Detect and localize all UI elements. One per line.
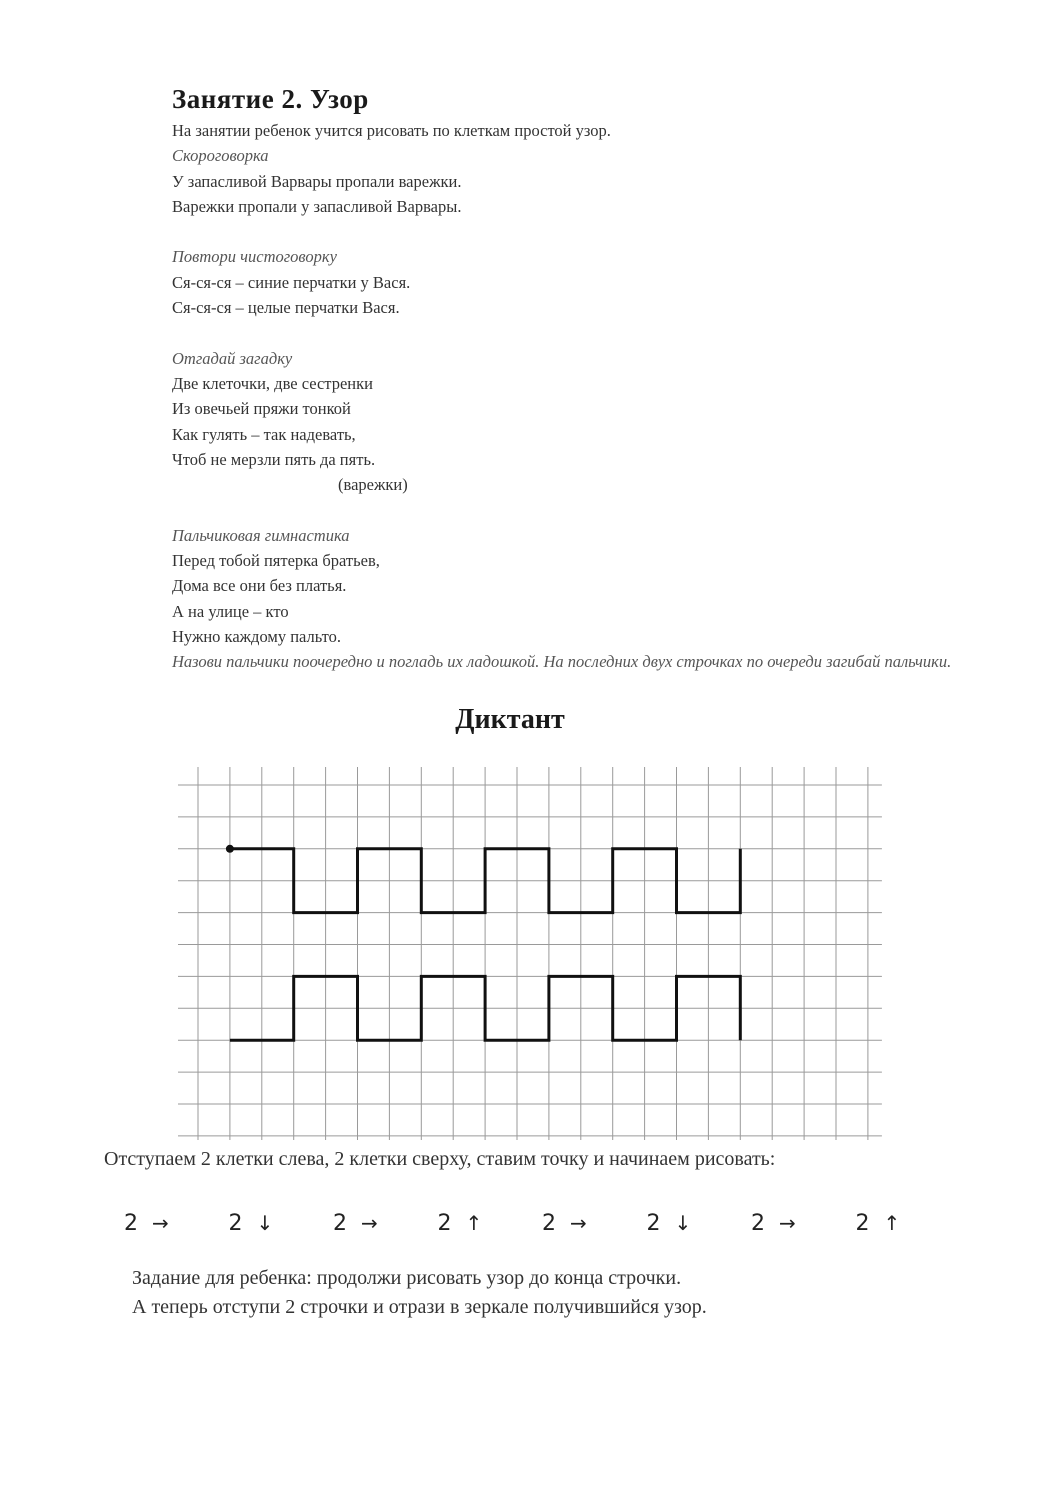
- step-down: [229, 1205, 274, 1241]
- step-up: [856, 1205, 901, 1241]
- grid-lines: [178, 767, 882, 1140]
- block-heading: Повтори чистоговорку: [172, 247, 337, 267]
- step-up: [438, 1205, 483, 1241]
- step-right: [124, 1205, 169, 1241]
- step-count: 2: [124, 1210, 138, 1236]
- start-point-dot: [226, 845, 234, 853]
- arrow-up-icon: ↑: [465, 1211, 483, 1235]
- step-count: 2: [228, 1210, 243, 1236]
- verse-line: У запасливой Варвары пропали варежки.: [172, 171, 462, 191]
- intro-line: На занятии ребенок учится рисовать по клеткам простой узор.: [172, 121, 611, 140]
- dictation-title: Диктант: [455, 704, 565, 735]
- step-count: 2: [751, 1210, 765, 1236]
- step-right: [751, 1205, 796, 1241]
- verse-line: Перед тобой пятерка братьев,: [172, 551, 380, 571]
- step-count: 2: [437, 1210, 452, 1236]
- verse-line: Чтоб не мерзли пять да пять.: [172, 449, 376, 469]
- block-heading: Скороговорка: [172, 146, 269, 166]
- task-line: Задание для ребенка: продолжи рисовать узор до конца строчки.: [132, 1267, 682, 1289]
- verse-line: Две клеточки, две сестренки: [172, 373, 373, 393]
- step-count: 2: [333, 1210, 347, 1236]
- task-line: А теперь отступи 2 строчки и отрази в зеркале получившийся узор.: [132, 1296, 707, 1318]
- arrow-right-icon: →: [152, 1211, 169, 1235]
- step-sequence: [0, 1205, 1050, 1245]
- arrow-down-icon: ↓: [674, 1211, 692, 1235]
- step-count: 2: [542, 1210, 556, 1236]
- block-heading: Пальчиковая гимнастика: [172, 525, 350, 545]
- step-instruction: Отступаем 2 клетки слева, 2 клетки сверху, ставим точку и начинаем рисовать:: [104, 1148, 776, 1170]
- arrow-right-icon: →: [570, 1211, 587, 1235]
- pattern-drawing: [226, 845, 740, 1040]
- verse-line: Дома все они без платья.: [172, 576, 347, 596]
- block-heading: Отгадай загадку: [172, 348, 293, 368]
- arrow-up-icon: ↑: [883, 1211, 901, 1235]
- verse-line: Ся-ся-ся – целые перчатки Вася.: [172, 298, 400, 318]
- verse-line: Как гулять – так надевать,: [172, 424, 356, 444]
- arrow-right-icon: →: [779, 1211, 796, 1235]
- verse-line: Нужно каждому пальто.: [172, 626, 341, 646]
- step-count: 2: [855, 1210, 870, 1236]
- page-title: Занятие 2. Узор: [172, 84, 369, 114]
- step-down: [647, 1205, 692, 1241]
- arrow-right-icon: →: [361, 1211, 378, 1235]
- verse-line: Ся-ся-ся – синие перчатки у Вася.: [172, 272, 411, 292]
- step-right: [542, 1205, 587, 1241]
- arrow-down-icon: ↓: [256, 1211, 274, 1235]
- gymnastics-instruction: Назови пальчики поочередно и погладь их ладошкой. На последних двух строчках по очереди загибай пальчики.: [172, 652, 952, 672]
- step-right: [333, 1205, 378, 1241]
- step-count: 2: [646, 1210, 661, 1236]
- riddle-answer: (варежки): [338, 475, 408, 495]
- verse-line: А на улице – кто: [172, 601, 289, 621]
- verse-line: Из овечьей пряжи тонкой: [172, 399, 351, 419]
- task-text: [132, 1264, 992, 1322]
- verse-line: Варежки пропали у запасливой Варвары.: [172, 196, 462, 216]
